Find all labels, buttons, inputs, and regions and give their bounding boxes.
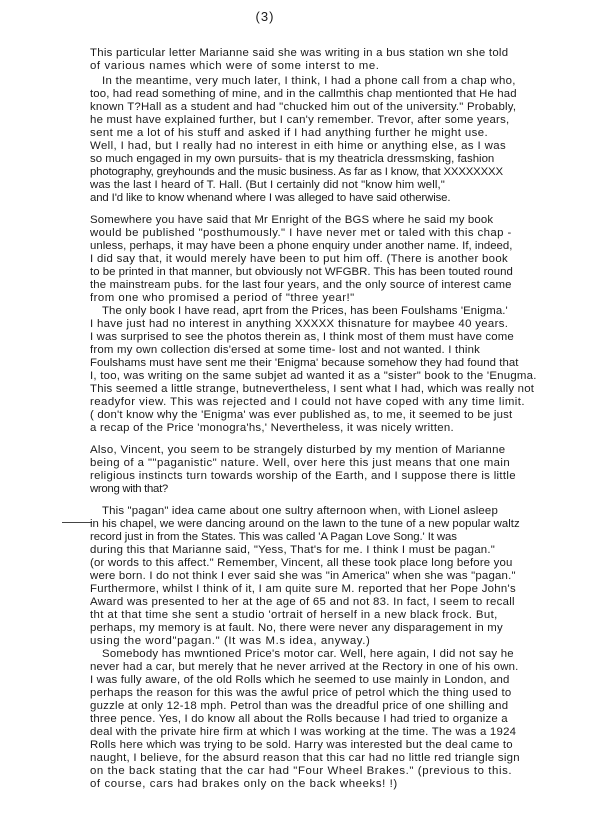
text-line: This particular letter Marianne said she was writing in a bus station wn she told bbox=[90, 47, 509, 59]
text-line: so much engaged in my own pursuits- that is my theatricla dressmsking, fashion bbox=[90, 153, 495, 165]
text-line: too, had read something of mine, and in the callmthis chap mentionted that He had bbox=[90, 88, 517, 100]
text-line: he must have explained further, but I can'y remember. Trevor, after some years, bbox=[90, 114, 510, 126]
text-line: was the last I heard of T. Hall. (But I certainly did not "know him well," bbox=[90, 179, 445, 191]
text-line: Foulshams must have sent me their 'Enigma' because somehow they had found that bbox=[90, 357, 519, 369]
text-line: from one who promised a period of "three year!" bbox=[90, 292, 355, 304]
text-line: on the back stating that the car had "Four Wheel Brakes." (previous to this. bbox=[90, 765, 513, 777]
text-line: a recap of the Price 'monogra'hs,' Nevertheless, it was nicely written. bbox=[90, 422, 454, 434]
text-line: Somebody has mwntioned Price's motor car. Well, here again, I did not say he bbox=[102, 648, 514, 660]
text-line: I did say that, it would merely have been to put him off. (There is another book bbox=[90, 253, 508, 265]
text-line: perhaps the reason for this was the awful price of petrol which the thing used to bbox=[90, 687, 512, 699]
text-line: ( don't know why the 'Enigma' was ever published as, to me, it seemed to be just bbox=[90, 409, 513, 421]
text-line: This "pagan" idea came about one sultry afternoon when, with Lionel asleep bbox=[102, 505, 498, 517]
text-line: This seemed a little strange, butnevertheless, I sent what I had, which was really not bbox=[90, 383, 535, 395]
text-line: during this that Marianne said, "Yess, That's for me. I think I must be pagan." bbox=[90, 544, 496, 556]
text-line: naught, I believe, for the absurd reason that this car had no little red triangle sign bbox=[90, 752, 520, 764]
margin-mark bbox=[62, 522, 92, 523]
text-line: wrong with that? bbox=[90, 483, 168, 495]
text-line: known T?Hall as a student and had "chucked him out of the university." Probably, bbox=[90, 101, 517, 113]
text-line: Also, Vincent, you seem to be strangely disturbed by my mention of Marianne bbox=[90, 444, 506, 456]
text-line: were born. I do not think I ever said she was "in America" when she was "pagan." bbox=[90, 570, 516, 582]
text-line: Furthermore, whilst I think of it, I am quite sure M. reported that her Pope John's bbox=[90, 583, 516, 595]
text-line: to be printed in that manner, but obviously not WFGBR. This has been touted round bbox=[90, 266, 513, 278]
text-line: I was surprised to see the photos therein as, I think most of them must have come bbox=[90, 331, 514, 343]
text-line: photography, greyhounds and the music business. As far as I know, that XXXXXXXX bbox=[90, 166, 503, 178]
page-number: (3) bbox=[255, 9, 275, 24]
text-line: would be published "posthumously." I have never met or taled with this chap - bbox=[90, 227, 512, 239]
text-line: and I'd like to know whenand where I was alleged to have said otherwise. bbox=[90, 192, 451, 204]
text-line: readyfor view. This was rejected and I could not have coped with any time limit. bbox=[90, 396, 526, 408]
text-line: never had a car, but merely that he never arrived at the Rectory in one of his own. bbox=[90, 661, 519, 673]
text-line: deal with the private hire firm at which I was working at the time. The was a 1924 bbox=[90, 726, 517, 738]
text-line: I was fully aware, of the old Rolls which he seemed to use mainly in London, and bbox=[90, 674, 510, 686]
text-line: guzzle at only 12-18 mph. Petrol than was the dreadful price of one shilling and bbox=[90, 700, 509, 712]
text-line: of various names which were of some interst to me. bbox=[90, 60, 380, 72]
text-line: (or words to this affect." Remember, Vincent, all these took place long before you bbox=[90, 557, 513, 569]
text-line: tht at that time she sent a studio 'ortrait of herself in a new black frock. But, bbox=[90, 609, 498, 621]
text-line: In the meantime, very much later, I think, I had a phone call from a chap who, bbox=[102, 75, 516, 87]
text-line: three pence. Yes, I do know all about the Rolls because I had tried to organize a bbox=[90, 713, 508, 725]
text-line: I, too, was writing on the same subjet ad wanted it as a "sister" book to the 'Enugma. bbox=[90, 370, 537, 382]
text-line: Somewhere you have said that Mr Enright of the BGS where he said my book bbox=[90, 214, 494, 226]
text-line: Award was presented to her at the age of 65 and not 83. In fact, I seem to recall bbox=[90, 596, 515, 608]
text-line: religious instincts turn towards worship of the Earth, and I suppose there is little bbox=[90, 470, 516, 482]
text-line: The only book I have read, aprt from the Prices, has been Foulshams 'Enigma.' bbox=[102, 305, 508, 317]
text-line: being of a ""paganistic" nature. Well, over here this just means that one main bbox=[90, 457, 511, 469]
text-line: using the word"pagan." (It was M.s idea, anyway.) bbox=[90, 635, 371, 647]
text-line: sent me a lot of his stuff and asked if I had anything further he might use. bbox=[90, 127, 489, 139]
text-line: Rolls here which was trying to be sold. Harry was interested but the deal came to bbox=[90, 739, 513, 751]
text-line: unless, perhaps, it may have been a phone enquiry under another name. If, indeed, bbox=[90, 240, 513, 252]
text-line: the mainstream pubs. for the last four years, and the only source of interest came bbox=[90, 279, 512, 291]
text-line: from my own collection dis'ersed at some time- lost and not wanted. I think bbox=[90, 344, 481, 356]
text-line: record just in from the States. This was called 'A Pagan Love Song.' It was bbox=[90, 531, 457, 543]
text-line: in his chapel, we were dancing around on the lawn to the tune of a new popular waltz bbox=[90, 518, 520, 530]
text-line: of course, cars had brakes only on the back wheeks! !) bbox=[90, 778, 398, 790]
text-line: Well, I had, but I really had no interest in eith hime or anything else, as I was bbox=[90, 140, 507, 152]
text-line: I have just had no interest in anything XXXXX thisnature for maybee 40 years. bbox=[90, 318, 509, 330]
text-line: perhaps, my memory is at fault. No, there were never any disparagement in my bbox=[90, 622, 503, 634]
